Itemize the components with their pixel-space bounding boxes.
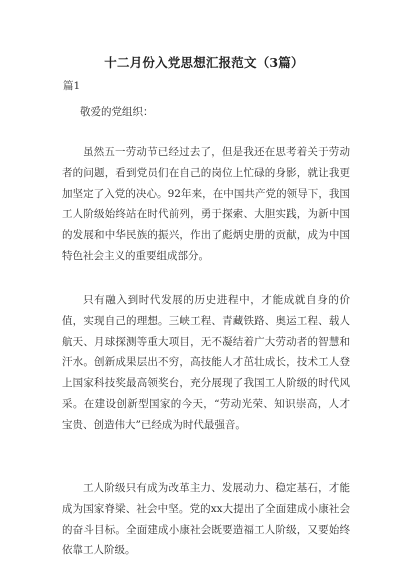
section-label: 篇1	[63, 80, 81, 92]
body-paragraph: 工人阶级只有成为改革主力、发展动力、稳定基石，才能成为国家脊梁、社会中坚。党的xx大提出了全面建成小康社会的奋斗目标。全面建成小康社会既要造福工人阶级，又要始终依靠工人阶级。	[62, 482, 350, 557]
body-paragraph: 虽然五一劳动节已经过去了，但是我还在思考着关于劳动者的问题，看到党员们在自己的岗位上忙碌的身影，就让我更加坚定了入党的决心。92年来，在中国共产党的领导下，我国工人阶级始终站在时代前列，勇于探索、大胆实践，为新中国的发展和中华民族的振兴，作出了彪炳史册的贡献，成为中国特色社会主义的重要组成部分。	[62, 146, 350, 262]
body-paragraph: 只有融入到时代发展的历史进程中，才能成就自身的价值，实现自己的理想。三峡工程、青藏铁路、奥运工程、载人航天、月球探测等重大项目，无不凝结着广大劳动者的智慧和汗水。创新成果层出不穷，高技能人才茁壮成长，技术工人登上国家科技奖最高领奖台，充分展现了我国工人阶级的时代风采。在建设创新型国家的今天，“劳动光荣、知识崇高，人才宝贵、创造伟大”已经成为时代最强音。	[62, 294, 350, 431]
document-title: 十二月份入党思想汇报范文（3篇）	[104, 55, 304, 70]
salutation: 敬爱的党组织：	[80, 106, 154, 118]
